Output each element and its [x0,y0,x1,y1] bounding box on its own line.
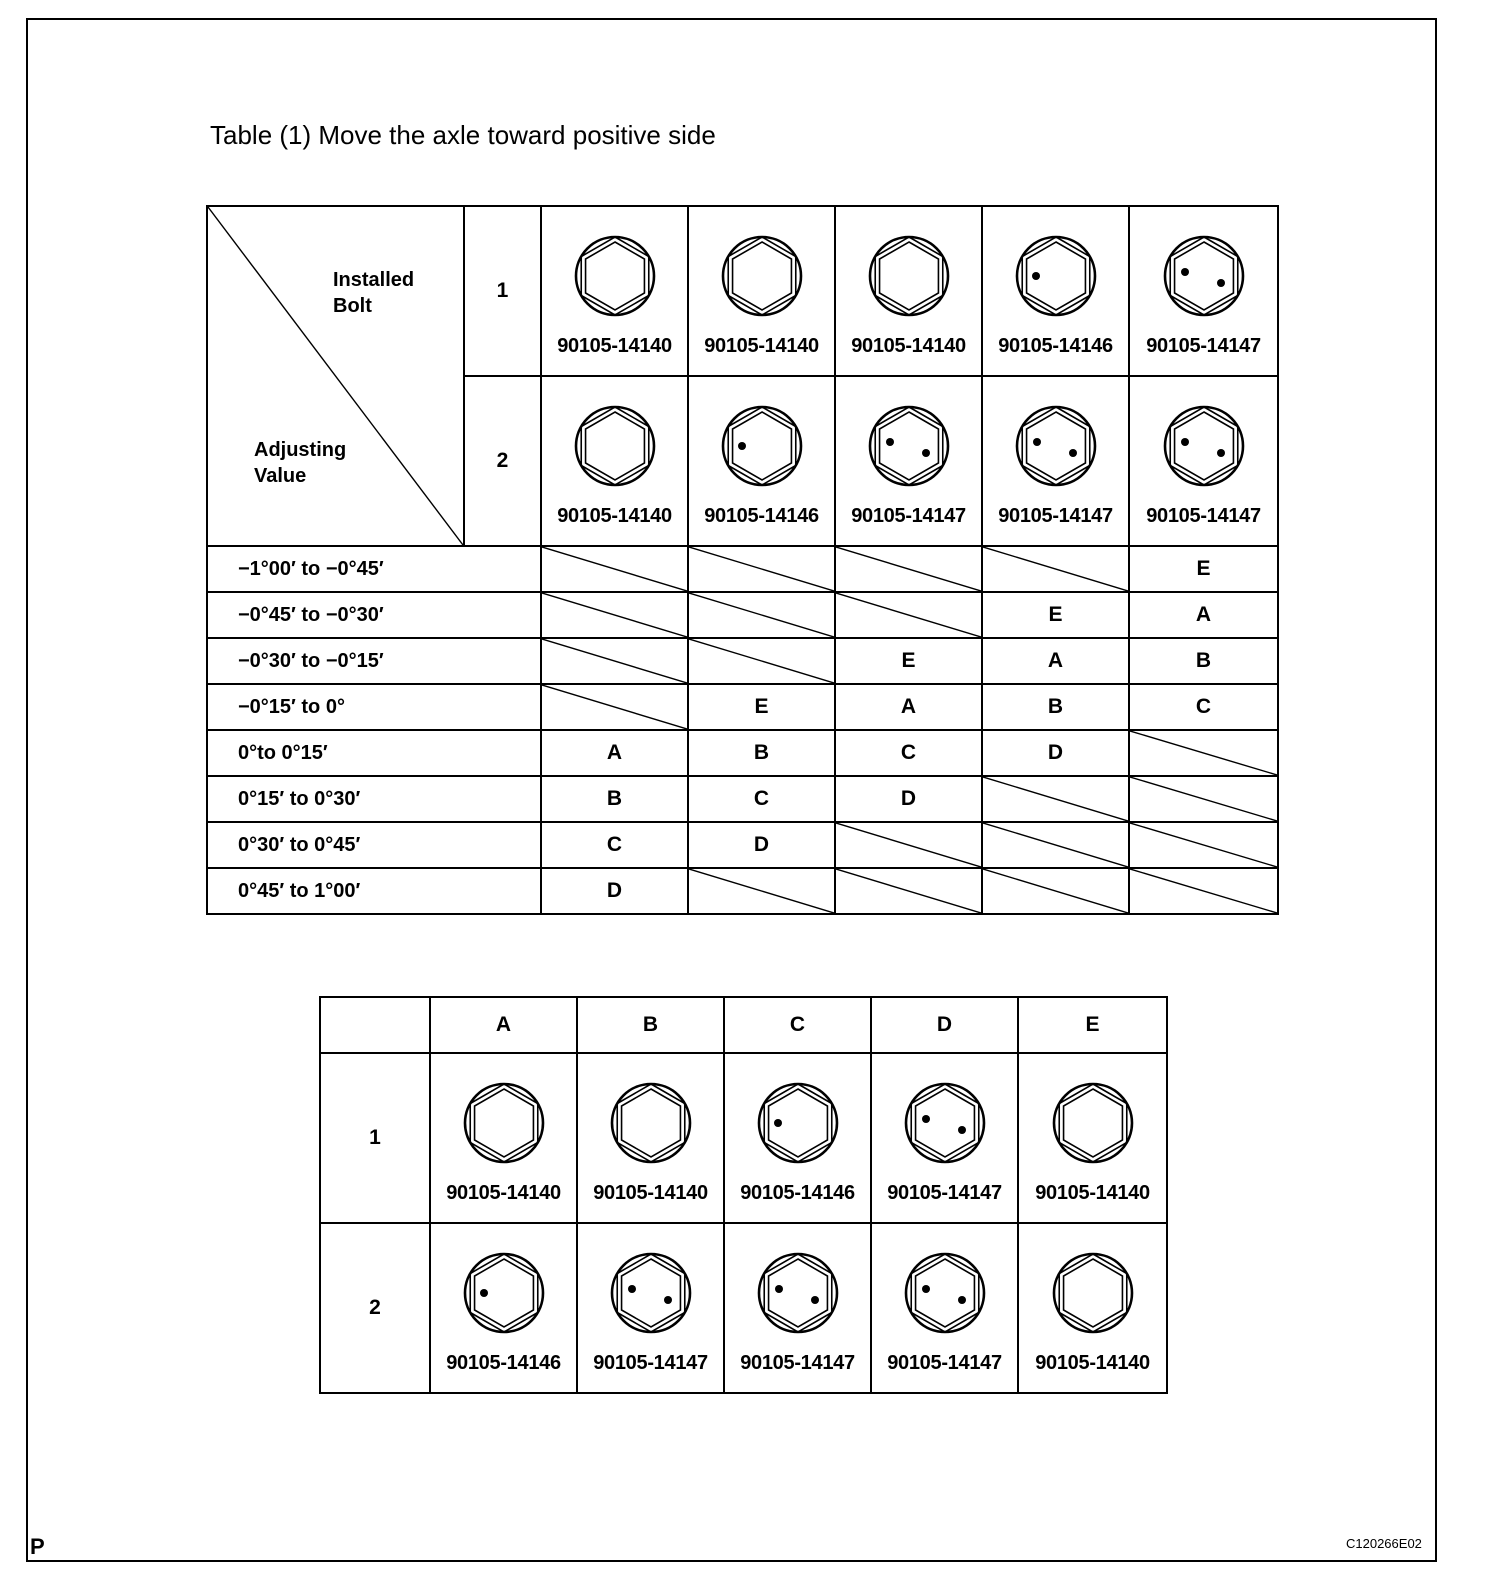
combination-code-cell: C [835,730,982,776]
bolt-part-number: 90105-14146 [704,505,819,527]
not-applicable-cell [835,822,982,868]
bolt-mark-dot [480,1289,488,1297]
bolt-icon [868,405,950,487]
not-applicable-slash [689,593,834,637]
bolt-part-number: 90105-14140 [557,335,672,357]
not-applicable-cell [1129,776,1278,822]
bolt-hex-outer [911,1254,979,1332]
bolt-icon [757,1252,839,1334]
adjusting-value-row [207,822,1278,868]
bolt-hex-outer [875,237,943,315]
legend-column-header: C [724,997,871,1053]
bolt-flange [1054,1084,1132,1162]
bolt-mark-dot [774,1119,782,1127]
bolt-figure [542,377,687,545]
bolt-hex-inner [1026,412,1085,480]
not-applicable-slash [1130,823,1277,867]
bolt-flange [1017,407,1095,485]
bolt-mark-dot [1181,268,1189,276]
legend-header-row [320,997,1167,1053]
bolt-cell [724,1223,871,1393]
adjustment-table [206,205,1279,915]
bolt-flange [576,237,654,315]
bolt-mark-dot [922,449,930,457]
not-applicable-slash [983,823,1128,867]
bolt-mark-dot [775,1285,783,1293]
not-applicable-slash [542,547,687,591]
bolt-cell [871,1223,1018,1393]
bolt-figure [983,207,1128,375]
bolt-hex-outer [1170,407,1238,485]
bolt-icon [721,235,803,317]
adjusting-value-row [207,684,1278,730]
bolt-hex-outer [581,237,649,315]
bolt-icon [1015,405,1097,487]
bolt-cell [430,1223,577,1393]
bolt-figure [1019,1054,1166,1222]
bolt-part-number: 90105-14140 [851,335,966,357]
combination-code-cell: B [541,776,688,822]
adjusting-value-row [207,592,1278,638]
bolt-hex-inner [879,412,938,480]
adjusting-range-label: −1°00′ to −0°45′ [207,546,541,592]
bolt-mark-dot [1033,438,1041,446]
bolt-cell [724,1053,871,1223]
bolt-icon [610,1252,692,1334]
not-applicable-slash [836,823,981,867]
bolt-hex-inner [879,242,938,310]
bolt-flange [906,1254,984,1332]
bolt-cell [1018,1223,1167,1393]
bolt-flange [906,1084,984,1162]
bolt-hex-inner [732,242,791,310]
adjusting-range-label: −0°30′ to −0°15′ [207,638,541,684]
legend-column-header: B [577,997,724,1053]
bolt-mark-dot [958,1296,966,1304]
not-applicable-slash [542,593,687,637]
bolt-figure [431,1224,576,1392]
bolt-hex-inner [621,1089,680,1157]
bolt-hex-inner [768,1259,827,1327]
bolt-cell [871,1053,1018,1223]
bolt-mark-dot [1069,449,1077,457]
not-applicable-slash [983,777,1128,821]
bolt-icon [1052,1082,1134,1164]
bolt-figure [836,377,981,545]
bolt-mark-dot [664,1296,672,1304]
bolt-hex-outer [911,1084,979,1162]
bolt-position-label: 2 [320,1223,430,1393]
bolt-figure [689,377,834,545]
bolt-icon [610,1082,692,1164]
legend-bolt-row [320,1223,1167,1393]
bolt-figure [578,1224,723,1392]
bolt-figure [578,1054,723,1222]
bolt-part-number: 90105-14146 [446,1352,561,1374]
corner-header [207,206,464,546]
bolt-part-number: 90105-14147 [998,505,1113,527]
bolt-flange [576,407,654,485]
bolt-figure [1019,1224,1166,1392]
not-applicable-slash [689,639,834,683]
not-applicable-cell [688,546,835,592]
bolt-hex-inner [585,412,644,480]
combination-code-cell: D [982,730,1129,776]
bolt-cell [541,376,688,546]
bolt-icon [757,1082,839,1164]
installed-bolt-row [207,206,1278,376]
bolt-hex-inner [1174,242,1233,310]
bolt-hex-inner [585,242,644,310]
bolt-hex-outer [1170,237,1238,315]
bolt-part-number: 90105-14146 [998,335,1113,357]
bolt-mark-dot [1217,279,1225,287]
combination-code-cell: B [1129,638,1278,684]
bolt-cell [835,206,982,376]
bolt-hex-inner [915,1089,974,1157]
bolt-cell [430,1053,577,1223]
adjusting-range-label: 0°15′ to 0°30′ [207,776,541,822]
bolt-part-number: 90105-14140 [593,1182,708,1204]
legend-column-header: E [1018,997,1167,1053]
not-applicable-cell [1129,730,1278,776]
bolt-mark-dot [1217,449,1225,457]
bolt-figure [872,1054,1017,1222]
bolt-cell [688,206,835,376]
bolt-mark-dot [1032,272,1040,280]
combination-code-cell: D [688,822,835,868]
not-applicable-slash [1130,777,1277,821]
bolt-hex-inner [1063,1089,1122,1157]
bolt-mark-dot [958,1126,966,1134]
bolt-mark-dot [1181,438,1189,446]
not-applicable-cell [1129,868,1278,914]
bolt-icon [463,1082,545,1164]
bolt-icon [904,1252,986,1334]
bolt-flange [1054,1254,1132,1332]
not-applicable-slash [689,547,834,591]
bolt-hex-outer [581,407,649,485]
bolt-hex-outer [1022,407,1090,485]
not-applicable-slash [1130,869,1277,913]
combination-code-cell: A [835,684,982,730]
bolt-hex-outer [728,237,796,315]
not-applicable-cell [982,546,1129,592]
bolt-figure [983,377,1128,545]
not-applicable-slash [836,869,981,913]
not-applicable-slash [542,685,687,729]
bolt-mark-dot [628,1285,636,1293]
bolt-cell [577,1223,724,1393]
bolt-cell [577,1053,724,1223]
combination-code-cell: C [541,822,688,868]
bolt-flange [612,1084,690,1162]
not-applicable-cell [835,546,982,592]
not-applicable-cell [688,868,835,914]
bolt-hex-inner [1063,1259,1122,1327]
bolt-part-number: 90105-14147 [851,505,966,527]
bolt-figure [1130,377,1277,545]
bolt-cell [1018,1053,1167,1223]
bolt-part-number: 90105-14147 [1146,505,1261,527]
bolt-mark-dot [738,442,746,450]
bolt-flange [1165,237,1243,315]
bolt-cell [982,376,1129,546]
bolt-hex-outer [1059,1084,1127,1162]
bolt-part-number: 90105-14140 [1035,1352,1150,1374]
bolt-part-number: 90105-14140 [1035,1182,1150,1204]
bolt-mark-dot [922,1115,930,1123]
not-applicable-cell [541,684,688,730]
bolt-flange [465,1084,543,1162]
bolt-hex-inner [474,1089,533,1157]
bolt-icon [868,235,950,317]
not-applicable-cell [835,868,982,914]
bolt-figure [542,207,687,375]
bolt-flange [870,237,948,315]
bolt-icon [1163,405,1245,487]
not-applicable-slash [1130,731,1277,775]
adjusting-range-label: 0°45′ to 1°00′ [207,868,541,914]
corner-diagonal [208,207,463,545]
combination-code-cell: E [835,638,982,684]
adjusting-value-row [207,868,1278,914]
bolt-cell [1129,206,1278,376]
not-applicable-cell [688,638,835,684]
bolt-cell [982,206,1129,376]
not-applicable-slash [836,593,981,637]
bolt-hex-inner [1174,412,1233,480]
bolt-hex-outer [1059,1254,1127,1332]
not-applicable-cell [982,776,1129,822]
adjusting-value-row [207,730,1278,776]
bolt-figure [872,1224,1017,1392]
not-applicable-cell [541,592,688,638]
adjusting-value-row [207,638,1278,684]
combination-code-cell: B [688,730,835,776]
bolt-icon [1015,235,1097,317]
bolt-mark-dot [811,1296,819,1304]
bolt-icon [574,405,656,487]
table-title: Table (1) Move the axle toward positive side [210,120,716,150]
bolt-flange [870,407,948,485]
bolt-flange [465,1254,543,1332]
bolt-part-number: 90105-14147 [740,1352,855,1374]
bolt-cell [835,376,982,546]
bolt-icon [463,1252,545,1334]
not-applicable-slash [542,639,687,683]
bolt-position-label: 1 [464,206,541,376]
installed-bolt-label: Installed Bolt [333,269,415,317]
bolt-hex-inner [915,1259,974,1327]
bolt-part-number: 90105-14147 [887,1182,1002,1204]
bolt-hex-outer [875,407,943,485]
legend-column-header: A [430,997,577,1053]
not-applicable-slash [983,547,1128,591]
bolt-hex-outer [617,1254,685,1332]
bolt-position-label: 2 [464,376,541,546]
bolt-hex-inner [621,1259,680,1327]
combination-code-cell: E [1129,546,1278,592]
bolt-mark-dot [922,1285,930,1293]
corner-letter: P [30,1534,45,1559]
bolt-part-number: 90105-14147 [887,1352,1002,1374]
bolt-flange [1165,407,1243,485]
combination-code-cell: B [982,684,1129,730]
bolt-part-number: 90105-14140 [557,505,672,527]
bolt-flange [612,1254,690,1332]
bolt-part-number: 90105-14140 [446,1182,561,1204]
adjusting-range-label: −0°45′ to −0°30′ [207,592,541,638]
bolt-hex-outer [470,1084,538,1162]
bolt-flange [723,407,801,485]
bolt-icon [574,235,656,317]
bolt-part-number: 90105-14147 [593,1352,708,1374]
combination-code-cell: A [1129,592,1278,638]
not-applicable-cell [982,868,1129,914]
bolt-icon [721,405,803,487]
combination-code-cell: E [688,684,835,730]
combination-code-cell: C [688,776,835,822]
not-applicable-slash [836,547,981,591]
bolt-hex-outer [617,1084,685,1162]
figure-code: C120266E02 [1346,1536,1422,1551]
combination-code-cell: D [541,868,688,914]
bolt-figure [725,1054,870,1222]
combination-code-cell: C [1129,684,1278,730]
combination-code-cell: D [835,776,982,822]
bolt-flange [1017,237,1095,315]
adjusting-value-row [207,546,1278,592]
not-applicable-cell [1129,822,1278,868]
bolt-figure [725,1224,870,1392]
bolt-part-number: 90105-14146 [740,1182,855,1204]
bolt-position-label: 1 [320,1053,430,1223]
not-applicable-slash [983,869,1128,913]
bolt-icon [1052,1252,1134,1334]
not-applicable-cell [541,638,688,684]
combination-code-cell: A [541,730,688,776]
adjusting-range-label: 0°to 0°15′ [207,730,541,776]
adjusting-range-label: −0°15′ to 0° [207,684,541,730]
legend-corner-cell [320,997,430,1053]
legend-bolt-row [320,1053,1167,1223]
bolt-flange [759,1254,837,1332]
bolt-cell [541,206,688,376]
not-applicable-cell [982,822,1129,868]
bolt-icon [1163,235,1245,317]
adjusting-value-label: Adjusting Value [254,439,347,487]
not-applicable-cell [835,592,982,638]
combination-code-cell: A [982,638,1129,684]
bolt-part-number: 90105-14147 [1146,335,1261,357]
bolt-figure [836,207,981,375]
not-applicable-cell [688,592,835,638]
not-applicable-slash [689,869,834,913]
not-applicable-cell [541,546,688,592]
bolt-flange [723,237,801,315]
combination-code-cell: E [982,592,1129,638]
adjusting-range-label: 0°30′ to 0°45′ [207,822,541,868]
adjusting-value-row [207,776,1278,822]
bolt-flange [759,1084,837,1162]
bolt-icon [904,1082,986,1164]
bolt-figure [689,207,834,375]
bolt-figure [431,1054,576,1222]
bolt-legend-table [319,996,1168,1394]
bolt-cell [688,376,835,546]
bolt-figure [1130,207,1277,375]
bolt-cell [1129,376,1278,546]
bolt-mark-dot [886,438,894,446]
legend-column-header: D [871,997,1018,1053]
bolt-part-number: 90105-14140 [704,335,819,357]
bolt-hex-outer [764,1254,832,1332]
